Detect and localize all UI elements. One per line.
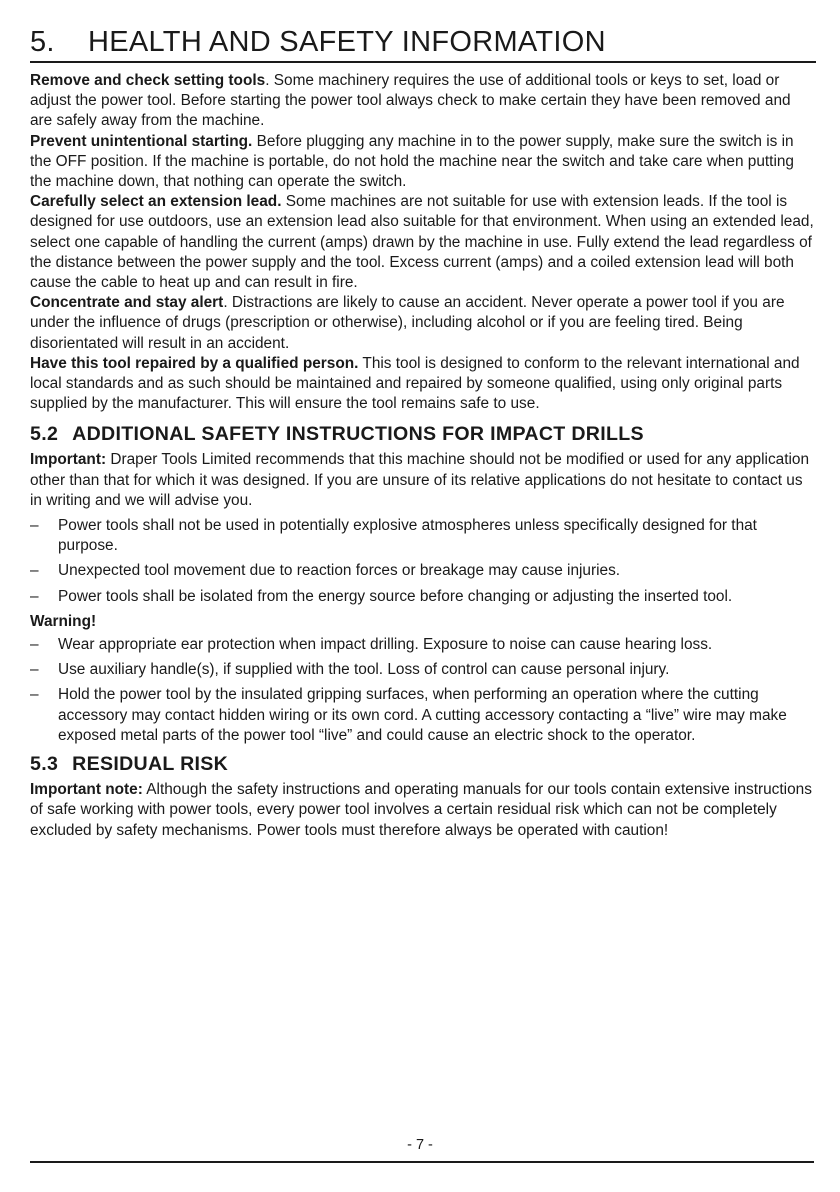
heading-title: HEALTH AND SAFETY INFORMATION	[88, 26, 606, 58]
list-item	[30, 685, 816, 746]
manual-page	[30, 24, 816, 841]
section-number: 5.2	[30, 423, 59, 446]
dash-bullet: –	[30, 517, 39, 535]
list-item	[30, 516, 816, 556]
paragraph-qualified-repair	[30, 354, 816, 415]
list-item-text: Power tools shall not be used in potentially explosive atmospheres unless specifically designed for that purpose.	[58, 517, 757, 555]
dash-bullet: –	[30, 562, 39, 580]
important-note-text: Although the safety instructions and operating manuals for our tools contain extensive instructions of safe working with power tools, every power tool involves a certain residual risk which can not be completely excluded by safety mechanisms. Power tools must therefore always be operated with caution!	[30, 781, 812, 839]
dash-bullet: –	[30, 587, 39, 605]
list-item	[30, 587, 816, 607]
important-note-lead: Important note:	[30, 781, 143, 799]
paragraph-text: . Some machinery requires the use of additional tools or keys to set, load or adjust the power tool. Before starting the power tool always check to make certain they have been removed and are safely away from the machine.	[30, 72, 791, 130]
footer-divider	[30, 1161, 814, 1163]
section-heading-impact-drills	[30, 421, 816, 447]
warning-label: Warning!	[30, 612, 97, 630]
paragraph-lead: Carefully select an extension lead.	[30, 193, 282, 211]
important-text: Draper Tools Limited recommends that this machine should not be modified or used for any application other than that for which it was designed. If you are unsure of its relative applications do not hesitate to contact us in writing and we will advise you.	[30, 451, 810, 509]
paragraph-lead: Remove and check setting tools	[30, 72, 266, 89]
page-number: - 7 -	[407, 1137, 433, 1153]
paragraph-text: This tool is designed to conform to the relevant international and local standards and as such should be maintained and repaired by someone qualified, using only original parts supplied by the manufacturer. This will ensure the tool remains safe to use.	[30, 354, 800, 413]
paragraph-text: . Distractions are likely to cause an accident. Never operate a power tool if you are under the influence of drugs (prescription or otherwise), including alcohol or if you are feeling tired. Being disorientated will result in an accident.	[30, 294, 785, 352]
paragraph-stay-alert	[30, 293, 816, 354]
heading-number: 5.	[30, 26, 55, 58]
list-item-text: Hold the power tool by the insulated gripping surfaces, when performing an operation where the cutting accessory may contact hidden wiring or its own cord. A cutting accessory contacting a “live” wire may make exposed metal parts of the power tool “live” and could cause an electric shock to the operator.	[58, 686, 787, 744]
page-heading	[30, 24, 816, 63]
paragraph-lead: Prevent unintentional starting.	[30, 132, 253, 150]
residual-risk-paragraph	[30, 780, 816, 841]
list-item	[30, 635, 816, 655]
warning-list	[30, 635, 816, 746]
important-lead: Important:	[30, 451, 107, 469]
paragraph-lead: Concentrate and stay alert	[30, 294, 224, 312]
paragraph-unintentional-starting	[30, 132, 816, 193]
paragraph-setting-tools	[30, 71, 816, 132]
dash-bullet: –	[30, 686, 39, 704]
paragraph-text: Before plugging any machine in to the power supply, make sure the switch is in the OFF position. If the machine is portable, do not hold the machine near the switch and take care when putting the machine down, that nothing can operate the switch.	[30, 132, 794, 191]
paragraph-lead: Have this tool repaired by a qualified person.	[30, 354, 359, 372]
section-title: ADDITIONAL SAFETY INSTRUCTIONS FOR IMPACT DRILLS	[72, 423, 644, 446]
list-item-text: Use auxiliary handle(s), if supplied with the tool. Loss of control can cause personal injury.	[58, 661, 670, 679]
paragraph-text: Some machines are not suitable for use with extension leads. If the tool is designed for use outdoors, use an extension lead also suitable for that environment. When using an extended lead, select one capable of handling the current (amps) drawn by the machine in use. Fully extend the lead regardless of the distance between the power supply and the tool. Excess current (amps) and a coiled extension lead will both cause the cable to heat up and can result in fire.	[30, 193, 814, 292]
section-heading-residual-risk	[30, 751, 816, 777]
section-number: 5.3	[30, 753, 59, 776]
paragraph-extension-lead	[30, 192, 816, 293]
section-title: RESIDUAL RISK	[72, 753, 229, 776]
list-item	[30, 660, 816, 680]
important-paragraph	[30, 450, 816, 511]
impact-drill-list	[30, 516, 816, 607]
list-item-text: Unexpected tool movement due to reaction forces or breakage may cause injuries.	[58, 562, 621, 580]
list-item-text: Power tools shall be isolated from the energy source before changing or adjusting the inserted tool.	[58, 587, 733, 605]
dash-bullet: –	[30, 661, 39, 679]
list-item-text: Wear appropriate ear protection when impact drilling. Exposure to noise can cause hearing loss.	[58, 636, 713, 654]
dash-bullet: –	[30, 636, 39, 654]
list-item	[30, 561, 816, 581]
